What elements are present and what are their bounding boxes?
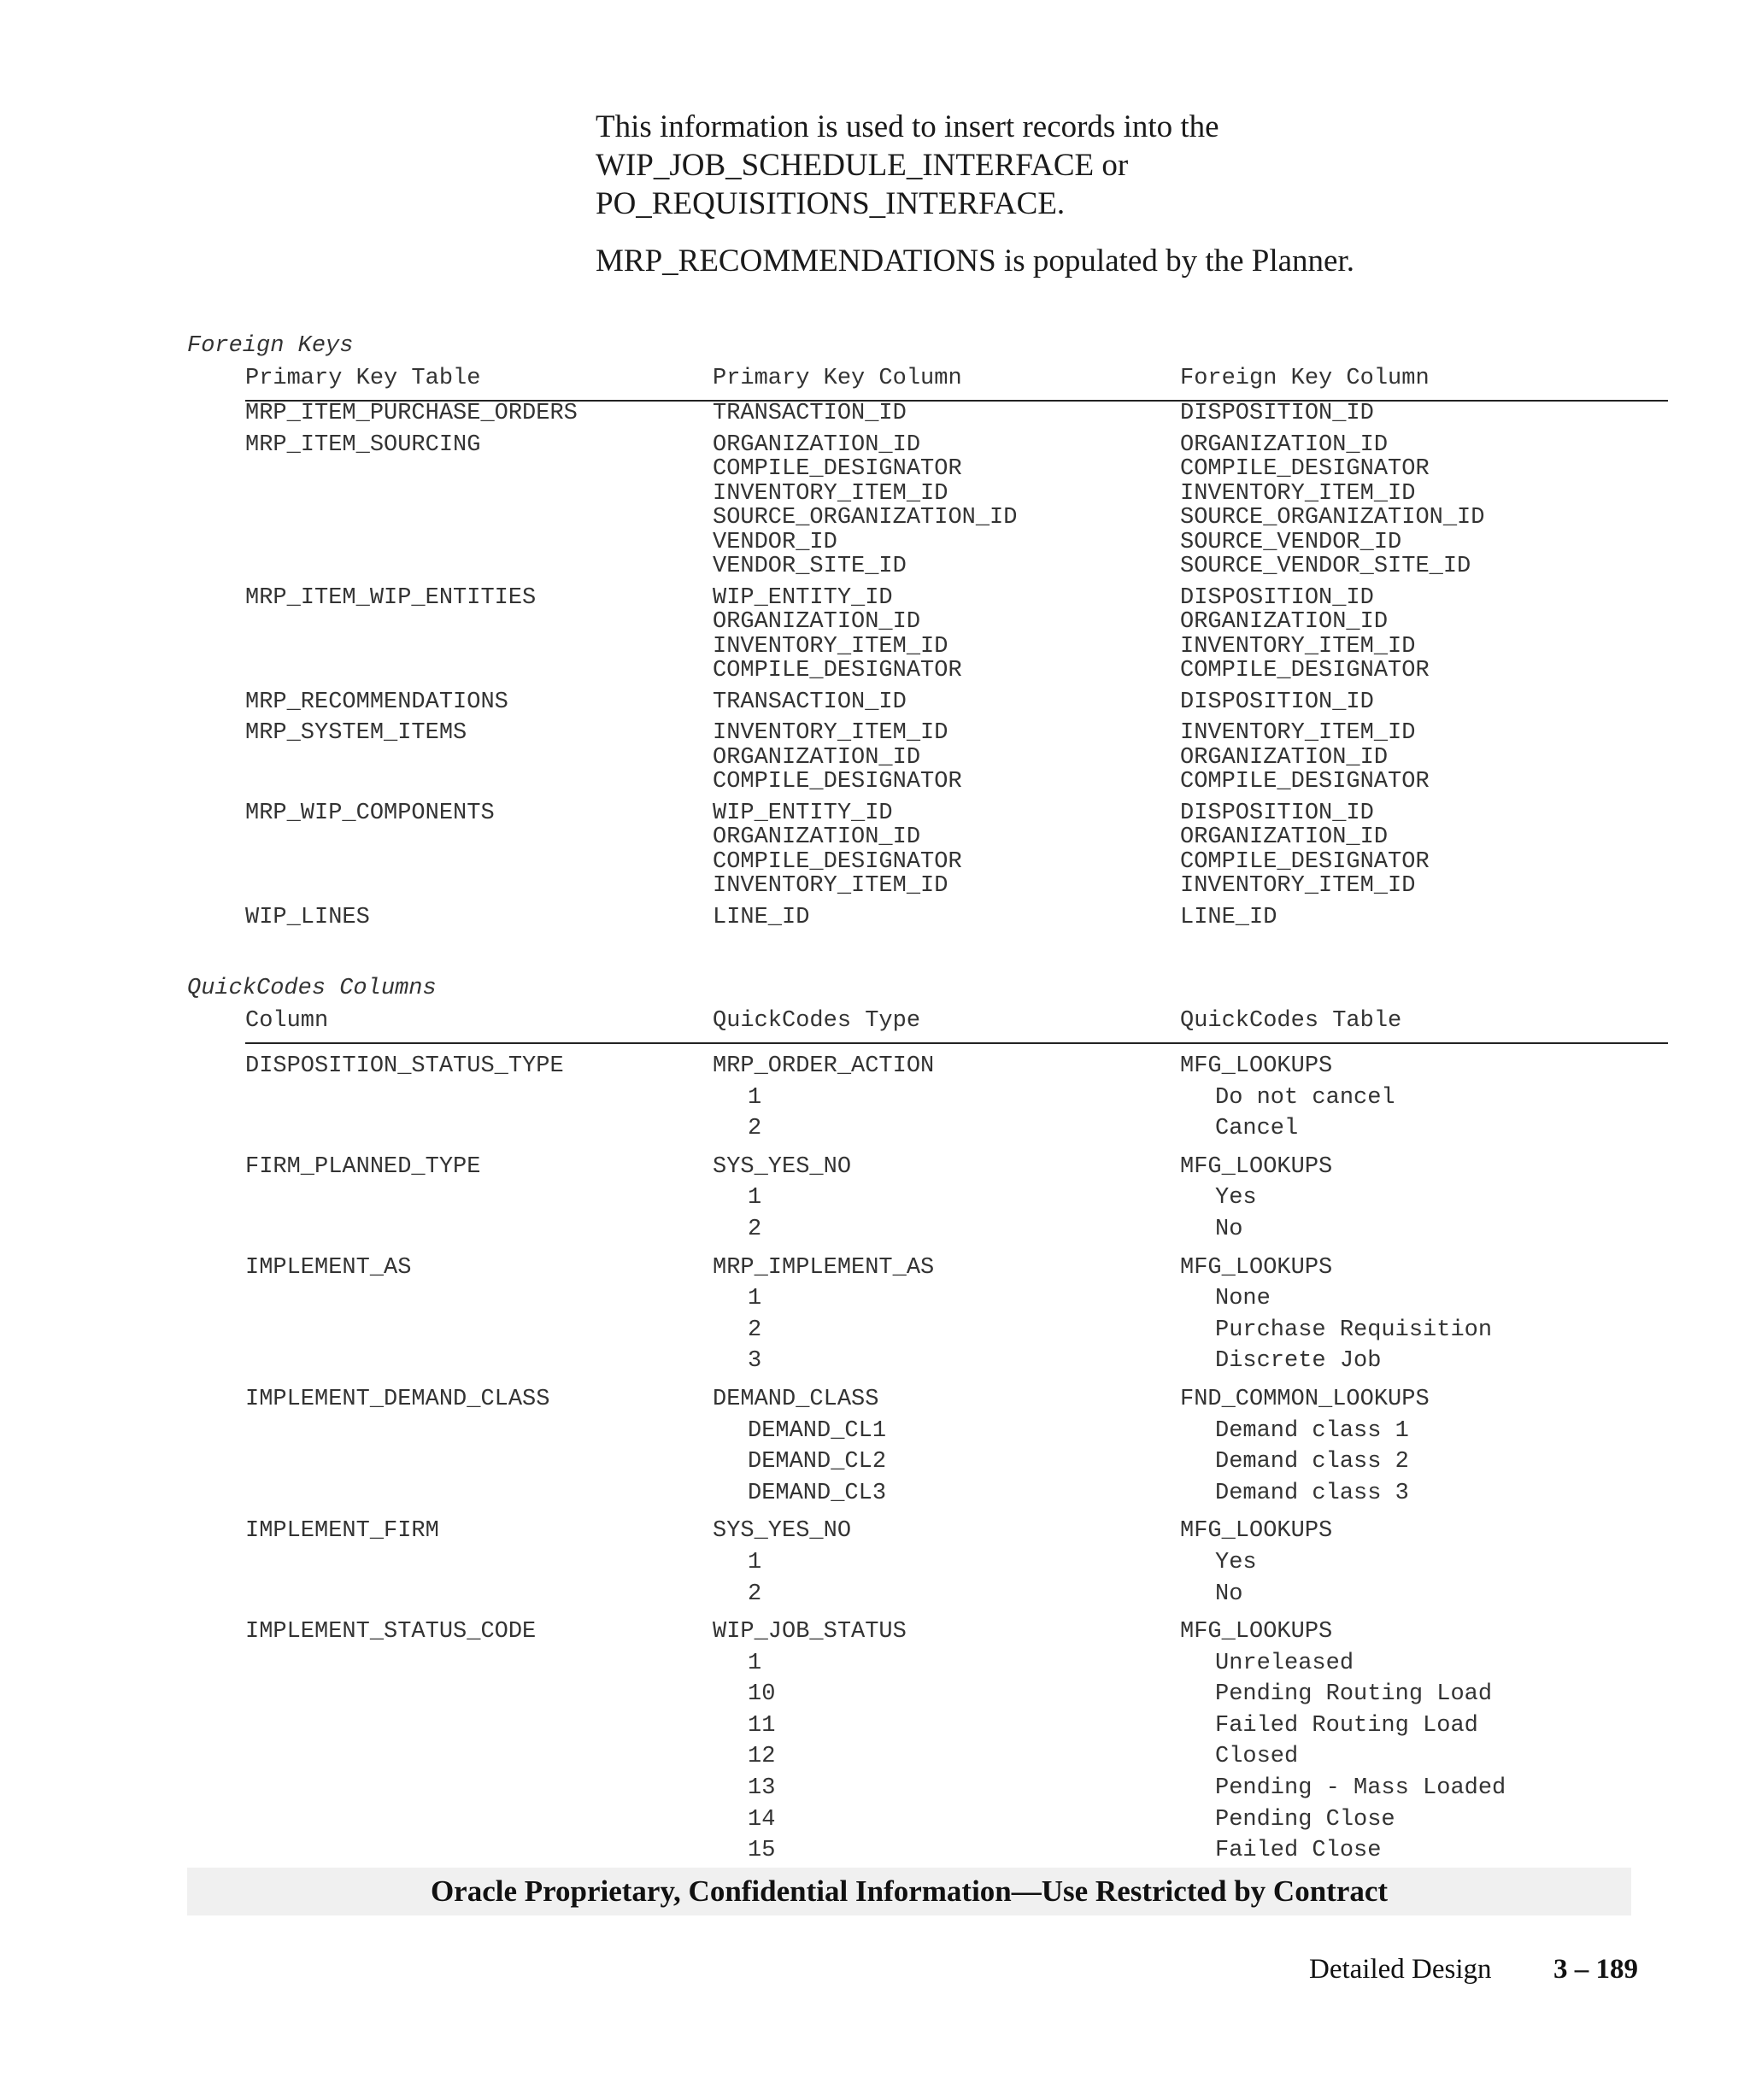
qc-meaning: Pending Routing Load [1215,1681,1493,1708]
qc-column-cell [245,1616,713,1867]
pk-table-name: WIP_LINES [245,904,370,930]
qc-code: 10 [748,1681,776,1708]
qc-meaning: Purchase Requisition [1215,1317,1493,1343]
qc-code: 3 [748,1348,762,1375]
qc-column-name: IMPLEMENT_STATUS_CODE [245,1619,537,1645]
fk-column: COMPILE_DESIGNATOR [1180,769,1430,795]
qc-column-cell [245,1384,713,1509]
qc-code: 15 [748,1838,776,1864]
pk-table-name: MRP_RECOMMENDATIONS [245,689,508,715]
qc-meaning: Do not cancel [1215,1084,1395,1111]
pk-column: VENDOR_ID [713,529,837,555]
pk-column: INVENTORY_ITEM_ID [713,480,948,507]
pk-column: TRANSACTION_ID [713,689,907,715]
pk-column: COMPILE_DESIGNATOR [713,769,962,795]
quickcodes-table [245,1051,1668,1874]
pk-table-name: MRP_ITEM_PURCHASE_ORDERS [245,401,578,426]
qc-meaning: Demand class 1 [1215,1417,1409,1444]
fk-column: INVENTORY_ITEM_ID [1180,720,1416,746]
pk-column: ORGANIZATION_ID [713,824,921,850]
table-row [245,1384,1668,1509]
fk-pk-cell [713,721,1180,795]
fk-column: INVENTORY_ITEM_ID [1180,633,1416,660]
fk-column: SOURCE_VENDOR_SITE_ID [1180,554,1471,579]
pk-column: LINE_ID [713,904,810,930]
fk-table-cell [245,690,713,715]
qc-table: MFG_LOOKUPS [1180,1254,1333,1281]
table-row [245,1516,1668,1610]
qc-code: 2 [748,1317,762,1343]
qc-column-name: IMPLEMENT_AS [245,1254,412,1281]
qc-type-cell [713,1516,1180,1610]
qc-table-cell [1180,1252,1668,1377]
fk-column: COMPILE_DESIGNATOR [1180,456,1430,482]
qc-table: FND_COMMON_LOOKUPS [1180,1386,1430,1412]
foreign-keys-table [245,402,1668,936]
qc-meaning: Yes [1215,1185,1257,1211]
qc-meaning: Failed Routing Load [1215,1712,1478,1739]
qc-type: SYS_YES_NO [713,1153,852,1180]
intro-paragraph-2: MRP_RECOMMENDATIONS is populated by the Planner. [596,243,1354,279]
qc-table-cell [1180,1152,1668,1246]
fk-pk-cell [713,906,1180,930]
confidential-banner: Oracle Proprietary, Confidential Information––Use Restricted by Contract [187,1868,1631,1915]
fk-column: LINE_ID [1180,904,1277,930]
table-row [245,1252,1668,1377]
qc-type-cell [713,1384,1180,1509]
pk-column: ORGANIZATION_ID [713,431,921,458]
fk-pk-cell [713,586,1180,683]
qc-code: 2 [748,1216,762,1242]
quickcodes-title: QuickCodes Columns [187,976,437,1001]
qc-type-cell [713,1051,1180,1145]
qc-column-cell [245,1252,713,1377]
fk-column: SOURCE_ORGANIZATION_ID [1180,505,1485,531]
qc-table: MFG_LOOKUPS [1180,1053,1333,1079]
pk-column: INVENTORY_ITEM_ID [713,720,948,746]
qc-table-cell [1180,1516,1668,1610]
table-row [245,433,1668,579]
qc-type-cell [713,1616,1180,1867]
qc-column-name: FIRM_PLANNED_TYPE [245,1153,481,1180]
qc-code: 1 [748,1185,762,1211]
qc-table: MFG_LOOKUPS [1180,1153,1333,1180]
intro-text [596,108,1664,280]
footer-title: Detailed Design [1309,1954,1492,1985]
pk-column: ORGANIZATION_ID [713,609,921,635]
qc-meaning: Pending Close [1215,1806,1395,1833]
fk-pk-cell [713,402,1180,426]
qc-code: 2 [748,1581,762,1607]
qc-meaning: Pending - Mass Loaded [1215,1775,1506,1802]
table-row [245,586,1668,683]
intro-paragraph-1: This information is used to insert records into the WIP_JOB_SCHEDULE_INTERFACE or PO_REQUISITIONS_INTERFACE. [596,109,1219,221]
table-row [245,402,1668,426]
qc-table-cell [1180,1051,1668,1145]
qc-code: 1 [748,1650,762,1676]
pk-column: SOURCE_ORGANIZATION_ID [713,505,1018,531]
fk-table-cell [245,433,713,579]
table-row [245,801,1668,899]
qc-column-name: IMPLEMENT_DEMAND_CLASS [245,1386,550,1412]
qc-header-table: QuickCodes Table [1180,1008,1402,1034]
pk-column: ORGANIZATION_ID [713,744,921,771]
fk-table-cell [245,801,713,899]
fk-pk-cell [713,433,1180,579]
qc-code: DEMAND_CL2 [748,1449,887,1475]
table-row [245,721,1668,795]
table-row [245,906,1668,930]
fk-column: COMPILE_DESIGNATOR [1180,658,1430,683]
qc-meaning: Unreleased [1215,1650,1354,1676]
qc-code: DEMAND_CL1 [748,1417,887,1444]
qc-meaning: Cancel [1215,1116,1299,1142]
foreign-keys-header [245,366,1668,402]
pk-column: WIP_ENTITY_ID [713,800,893,826]
pk-column: INVENTORY_ITEM_ID [713,873,948,899]
fk-column: DISPOSITION_ID [1180,401,1374,426]
qc-type-cell [713,1252,1180,1377]
qc-meaning: None [1215,1286,1271,1312]
fk-column: DISPOSITION_ID [1180,584,1374,611]
qc-header-column: Column [245,1008,329,1034]
fk-column: DISPOSITION_ID [1180,800,1374,826]
qc-type: DEMAND_CLASS [713,1386,879,1412]
pk-column: COMPILE_DESIGNATOR [713,456,962,482]
qc-code: 13 [748,1775,776,1802]
qc-type: MRP_ORDER_ACTION [713,1053,935,1079]
qc-type: SYS_YES_NO [713,1518,852,1545]
fk-table-cell [245,906,713,930]
quickcodes-header [245,1008,1668,1044]
qc-column-cell [245,1051,713,1145]
pk-table-name: MRP_SYSTEM_ITEMS [245,720,467,746]
qc-code: 12 [748,1744,776,1770]
qc-meaning: Demand class 2 [1215,1449,1409,1475]
qc-column-cell [245,1516,713,1610]
qc-meaning: No [1215,1581,1243,1607]
fk-fk-cell [1180,690,1668,715]
qc-table: MFG_LOOKUPS [1180,1619,1333,1645]
fk-column: DISPOSITION_ID [1180,689,1374,715]
fk-column: INVENTORY_ITEM_ID [1180,480,1416,507]
fk-pk-cell [713,801,1180,899]
table-row [245,690,1668,715]
pk-column: COMPILE_DESIGNATOR [713,848,962,875]
fk-fk-cell [1180,906,1668,930]
pk-column: COMPILE_DESIGNATOR [713,658,962,683]
fk-table-cell [245,586,713,683]
fk-fk-cell [1180,433,1668,579]
pk-table-name: MRP_ITEM_WIP_ENTITIES [245,584,537,611]
fk-column: INVENTORY_ITEM_ID [1180,873,1416,899]
foreign-keys-title: Foreign Keys [187,333,354,359]
qc-code: DEMAND_CL3 [748,1480,887,1506]
fk-column: SOURCE_VENDOR_ID [1180,529,1402,555]
qc-code: 11 [748,1712,776,1739]
fk-fk-cell [1180,586,1668,683]
qc-type-cell [713,1152,1180,1246]
qc-code: 14 [748,1806,776,1833]
table-row [245,1152,1668,1246]
qc-column-name: DISPOSITION_STATUS_TYPE [245,1053,564,1079]
qc-table-cell [1180,1616,1668,1867]
qc-type: WIP_JOB_STATUS [713,1619,907,1645]
qc-column-cell [245,1152,713,1246]
fk-pk-cell [713,690,1180,715]
table-row [245,1616,1668,1867]
table-row [245,1051,1668,1145]
fk-header-fk-column: Foreign Key Column [1180,366,1430,391]
qc-column-name: IMPLEMENT_FIRM [245,1518,439,1545]
fk-fk-cell [1180,721,1668,795]
fk-column: ORGANIZATION_ID [1180,609,1389,635]
qc-meaning: Yes [1215,1549,1257,1575]
qc-meaning: Closed [1215,1744,1299,1770]
pk-table-name: MRP_ITEM_SOURCING [245,431,481,458]
qc-type: MRP_IMPLEMENT_AS [713,1254,935,1281]
qc-code: 1 [748,1286,762,1312]
pk-column: VENDOR_SITE_ID [713,554,907,579]
fk-fk-cell [1180,402,1668,426]
qc-table: MFG_LOOKUPS [1180,1518,1333,1545]
fk-fk-cell [1180,801,1668,899]
qc-meaning: Discrete Job [1215,1348,1382,1375]
fk-table-cell [245,721,713,795]
qc-table-cell [1180,1384,1668,1509]
qc-meaning: No [1215,1216,1243,1242]
qc-meaning: Demand class 3 [1215,1480,1409,1506]
pk-table-name: MRP_WIP_COMPONENTS [245,800,495,826]
pk-column: WIP_ENTITY_ID [713,584,893,611]
fk-header-pk-table: Primary Key Table [245,366,481,391]
fk-column: ORGANIZATION_ID [1180,824,1389,850]
qc-code: 1 [748,1549,762,1575]
page-number: 3 – 189 [1553,1954,1638,1985]
fk-column: ORGANIZATION_ID [1180,431,1389,458]
qc-header-type: QuickCodes Type [713,1008,921,1034]
fk-column: COMPILE_DESIGNATOR [1180,848,1430,875]
qc-meaning: Failed Close [1215,1838,1382,1864]
fk-header-pk-column: Primary Key Column [713,366,962,391]
fk-table-cell [245,402,713,426]
fk-column: ORGANIZATION_ID [1180,744,1389,771]
qc-code: 1 [748,1084,762,1111]
pk-column: TRANSACTION_ID [713,401,907,426]
qc-code: 2 [748,1116,762,1142]
pk-column: INVENTORY_ITEM_ID [713,633,948,660]
